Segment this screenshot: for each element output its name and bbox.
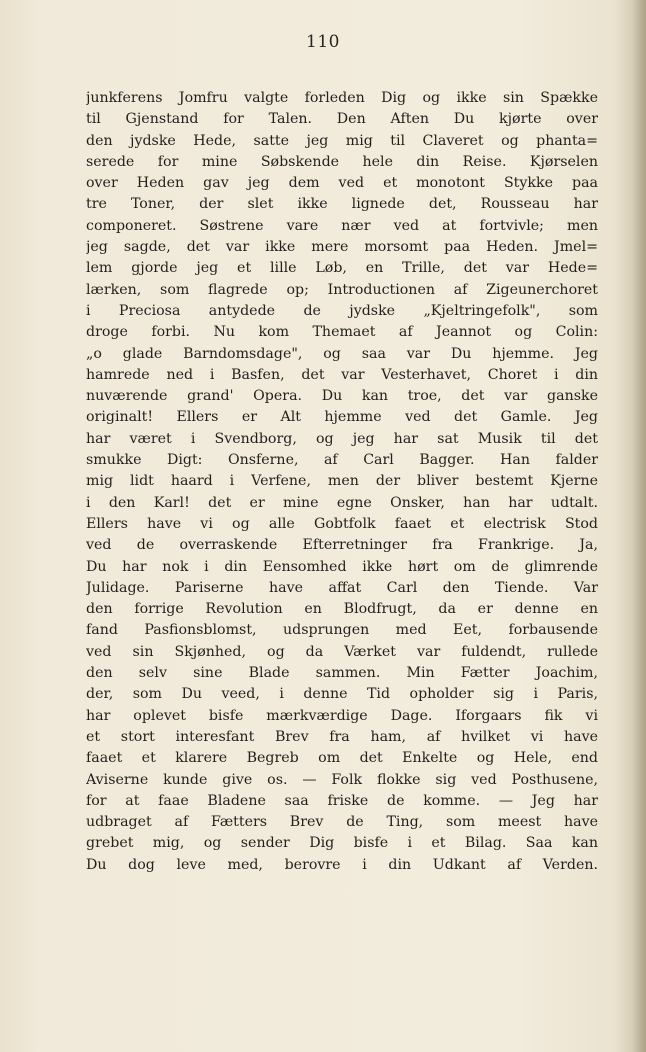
text-line: udbraget af Fætters Brev de Ting, som meest have: [86, 814, 598, 831]
text-line: Du dog leve med, berovre i din Udkant af Verden.: [86, 856, 598, 873]
text-line: har oplevet bisfe mærkværdige Dage. Iforgaars fik vi: [86, 707, 598, 724]
text-line: junkferens Jomfru valgte forleden Dig og ikke sin Spække: [86, 90, 598, 106]
text-line: hamrede ned i Basfen, det var Vesterhavet, Choret i din: [86, 366, 598, 383]
text-line: „o glade Barndomsdage", og saa var Du hjemme. Jeg: [86, 345, 598, 362]
body-text: [86, 88, 598, 876]
text-line: ved de overraskende Efterretninger fra Frankrige. Ja,: [86, 537, 598, 554]
text-line: Aviserne kunde give os. — Folk flokke sig ved Posthusene,: [86, 771, 598, 788]
text-line: Julidage. Pariserne have affat Carl den Tiende. Var: [86, 579, 598, 596]
text-line: droge forbi. Nu kom Themaet af Jeannot og Colin:: [86, 324, 598, 341]
text-line: over Heden gav jeg dem ved et monotont Stykke paa: [86, 175, 598, 192]
text-line: lem gjorde jeg et lille Løb, en Trille, det var Hede=: [86, 260, 598, 277]
text-line: i den Karl! det er mine egne Onsker, han har udtalt.: [86, 494, 598, 511]
text-line: tre Toner, der slet ikke lignede det, Rousseau har: [86, 196, 598, 213]
text-line: lærken, som flagrede op; Introductionen af Zigeunerchoret: [86, 281, 598, 298]
text-line: den jydske Hede, satte jeg mig til Claveret og phanta=: [86, 132, 598, 149]
text-line: den forrige Revolution en Blodfrugt, da er denne en: [86, 601, 598, 618]
page-number: 110: [306, 32, 340, 52]
text-line: serede for mine Søbskende hele din Reise. Kjørselen: [86, 153, 598, 170]
text-line: i Preciosa antydede de jydske „Kjeltringefolk", som: [86, 302, 598, 319]
text-line: faaet et klarere Begreb om det Enkelte og Hele, end: [86, 750, 598, 767]
text-line: jeg sagde, det var ikke mere morsomt paa Heden. Jmel=: [86, 239, 598, 256]
text-line: den selv sine Blade sammen. Min Fætter Joachim,: [86, 665, 598, 682]
text-line: har været i Svendborg, og jeg har sat Musik til det: [86, 430, 598, 447]
text-line: mig lidt haard i Verfene, men der bliver bestemt Kjerne: [86, 473, 598, 490]
text-line: smukke Digt: Onsferne, af Carl Bagger. Han falder: [86, 452, 598, 469]
text-line: der, som Du veed, i denne Tid opholder sig i Paris,: [86, 686, 598, 703]
text-line: Ellers have vi og alle Gobtfolk faaet et electrisk Stod: [86, 515, 598, 532]
text-line: nuværende grand' Opera. Du kan troe, det var ganske: [86, 388, 598, 405]
text-line: fand Pasfionsblomst, udsprungen med Eet, forbausende: [86, 622, 598, 639]
text-line: originalt! Ellers er Alt hjemme ved det Gamle. Jeg: [86, 409, 598, 426]
text-line: for at faae Bladene saa friske de komme. — Jeg har: [86, 792, 598, 809]
text-line: et stort interesfant Brev fra ham, af hvilket vi have: [86, 728, 598, 745]
text-line: ved sin Skjønhed, og da Værket var fuldendt, rullede: [86, 643, 598, 660]
text-line: grebet mig, og sender Dig bisfe i et Bilag. Saa kan: [86, 835, 598, 852]
text-line: til Gjenstand for Talen. Den Aften Du kjørte over: [86, 111, 598, 128]
text-line: Du har nok i din Eensomhed ikke hørt om de glimrende: [86, 558, 598, 575]
text-line: componeret. Søstrene vare nær ved at fortvivle; men: [86, 217, 598, 234]
